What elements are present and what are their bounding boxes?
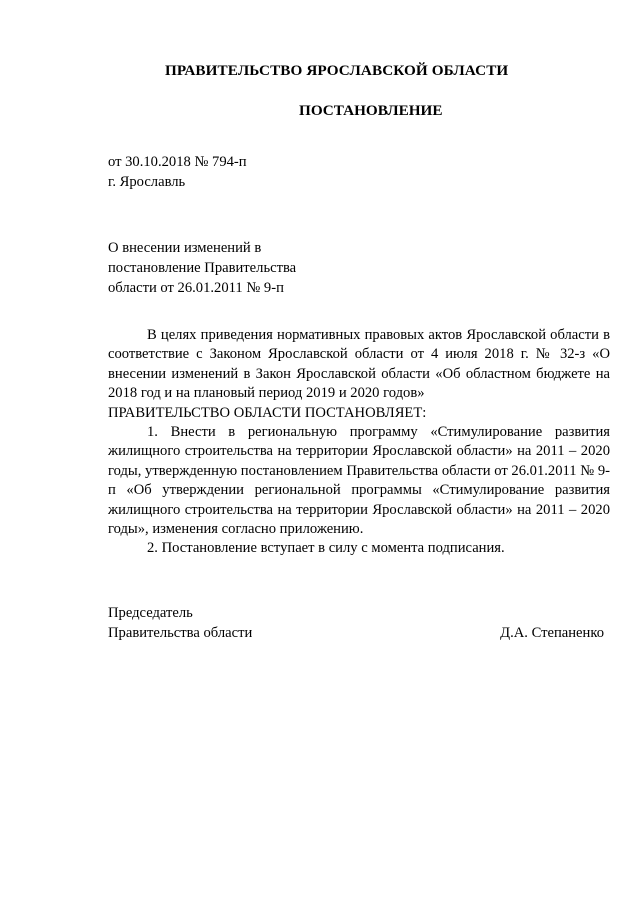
document-type: ПОСТАНОВЛЕНИЕ xyxy=(299,102,443,119)
document-body xyxy=(108,326,610,559)
document-subject xyxy=(108,238,296,298)
item-1-paragraph: 1. Внести в региональную программу «Стимулирование развития жилищного строительства на территории Ярославской области» на 2011 – 2020 годы, утвержденную постановлением Правительства области от 26.01.2011 № 9-п «Об утверждении региональной программы «Стимулирование развития жилищного строительства на территории Ярославской области» на 2011 – 2020 годы», изменения согласно приложению. xyxy=(108,424,610,538)
signatory-position-line-2: Правительства области xyxy=(108,625,253,641)
subject-line-1: О внесении изменений в xyxy=(108,240,262,256)
document-meta xyxy=(108,152,247,192)
signature-row xyxy=(108,623,604,643)
signatory-position-line-1: Председатель xyxy=(108,605,193,621)
subject-line-3: области от 26.01.2011 № 9-п xyxy=(108,280,284,296)
preamble-paragraph: В целях приведения нормативных правовых актов Ярославской области в соответствие с Законом Ярославской области от 4 июля 2018 г. № 32-з «О внесении изменений в Закон Ярославской области «Об областном бюджете на 2018 год и на плановый период 2019 и 2020 годов» xyxy=(108,327,610,402)
item-2-paragraph: 2. Постановление вступает в силу с момента подписания. xyxy=(147,540,505,557)
document-title: ПРАВИТЕЛЬСТВО ЯРОСЛАВСКОЙ ОБЛАСТИ xyxy=(165,62,509,79)
city: г. Ярославль xyxy=(108,174,186,190)
resolves-line: ПРАВИТЕЛЬСТВО ОБЛАСТИ ПОСТАНОВЛЯЕТ: xyxy=(108,404,427,421)
signatory-name: Д.А. Степаненко xyxy=(500,625,604,641)
date-number: от 30.10.2018 № 794-п xyxy=(108,154,247,170)
subject-line-2: постановление Правительства xyxy=(108,260,297,276)
signature-block xyxy=(108,603,604,643)
